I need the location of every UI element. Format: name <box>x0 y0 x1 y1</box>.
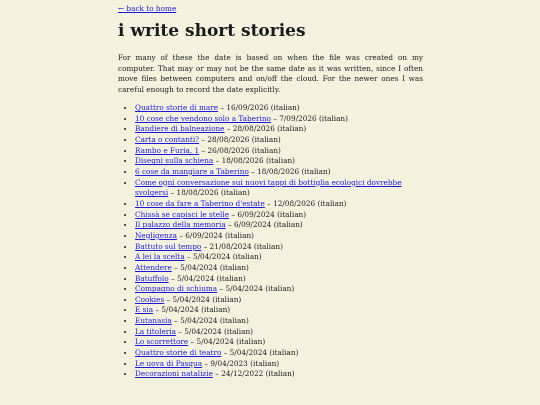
story-link[interactable]: 10 cose da fare a Taberino d'estate <box>135 198 265 208</box>
story-link[interactable]: Disegni sulla schiena <box>135 156 214 166</box>
story-link[interactable]: Lo scorrettore <box>135 337 189 347</box>
list-item <box>135 210 423 221</box>
story-link[interactable]: A lei la scelta <box>135 252 185 262</box>
story-date-language: – 6/09/2024 (italian) <box>229 209 307 219</box>
story-date-language: – 28/08/2026 (italian) <box>199 134 281 144</box>
list-item <box>135 167 423 178</box>
list-item <box>135 103 423 114</box>
list-item <box>135 327 423 338</box>
story-date-language: – 5/04/2024 (italian) <box>175 326 253 336</box>
list-item <box>135 369 423 380</box>
story-list <box>118 103 423 380</box>
story-date-language: – 12/08/2026 (italian) <box>264 198 347 208</box>
story-date-language: – 5/04/2024 (italian) <box>221 348 299 358</box>
list-item <box>135 305 423 316</box>
list-item <box>135 114 423 125</box>
story-date-language: – 6/09/2024 (italian) <box>176 230 254 240</box>
story-date-language: – 18/08/2026 (italian) <box>248 166 331 176</box>
list-item <box>135 348 423 359</box>
story-date-language: – 18/08/2026 (italian) <box>168 188 250 198</box>
story-link[interactable]: Negligenza <box>135 230 177 240</box>
story-link[interactable]: 10 cose che vendono solo a Taberino <box>135 113 271 123</box>
story-date-language: – 5/04/2024 (italian) <box>188 337 266 347</box>
page-title: i write short stories <box>118 21 306 41</box>
list-item <box>135 146 423 157</box>
story-date-language: – 5/04/2024 (italian) <box>217 284 295 294</box>
story-date-language: – 5/04/2024 (italian) <box>171 316 249 326</box>
story-link[interactable]: Battuto sul tempo <box>135 241 202 251</box>
story-date-language: – 28/08/2026 (italian) <box>224 124 307 134</box>
story-link[interactable]: Rambo e Furia, 1 <box>135 145 200 155</box>
list-item <box>135 274 423 285</box>
story-date-language: – 7/09/2026 (italian) <box>270 113 348 123</box>
story-link[interactable]: Chissà se capisci le stelle <box>135 209 230 219</box>
story-date-language: – 16/09/2026 (italian) <box>218 103 300 112</box>
back-to-home-link[interactable]: ← back to home <box>118 4 177 13</box>
story-date-language: – 5/04/2024 (italian) <box>171 262 249 272</box>
list-item <box>135 337 423 348</box>
story-link[interactable]: Bandiere di balneazione <box>135 124 225 134</box>
story-link[interactable]: Il palazzo della memoria <box>135 220 226 230</box>
story-date-language: – 9/04/2023 (italian) <box>202 358 280 368</box>
list-item <box>135 316 423 327</box>
story-date-language: – 26/08/2026 (italian) <box>199 145 281 155</box>
list-item <box>135 242 423 253</box>
list-item <box>135 284 423 295</box>
list-item <box>135 156 423 167</box>
list-item <box>135 124 423 135</box>
story-link[interactable]: Eutanasia <box>135 316 172 326</box>
list-item <box>135 359 423 370</box>
story-date-language: – 5/04/2024 (italian) <box>184 252 262 262</box>
list-item <box>135 295 423 306</box>
story-link[interactable]: Quattro storie di mare <box>135 103 219 112</box>
intro-paragraph: For many of these the date is based on when the file was created on my computer. That may or may not be the same date as it was written, since I often move files between computers and on/off the cloud. For the newer ones I was careful enough to record the date explicitly. <box>118 53 423 94</box>
story-link[interactable]: Come ogni conversazione sui nuovi tappi di bottiglia ecologici dovrebbe svolgersi <box>135 177 402 198</box>
list-item <box>135 199 423 210</box>
story-link[interactable]: Quattro storie di teatro <box>135 348 222 358</box>
story-date-language: – 18/08/2026 (italian) <box>213 156 295 166</box>
list-item <box>135 231 423 242</box>
story-link[interactable]: E sia <box>135 305 154 315</box>
list-item <box>135 220 423 231</box>
story-date-language: – 6/09/2024 (italian) <box>225 220 303 230</box>
story-link[interactable]: Carta o contanti? <box>135 134 200 144</box>
story-link[interactable]: Cookies <box>135 294 165 304</box>
story-link[interactable]: Le uova di Pasqua <box>135 358 203 368</box>
story-date-language: – 21/08/2024 (italian) <box>201 241 283 251</box>
list-item <box>135 263 423 274</box>
story-link[interactable]: La titoleria <box>135 326 176 336</box>
story-link[interactable]: Compagno di schiuma <box>135 284 218 294</box>
story-date-language: – 5/04/2024 (italian) <box>153 305 231 315</box>
story-link[interactable]: Attendere <box>135 262 172 272</box>
story-date-language: – 5/04/2024 (italian) <box>164 294 242 304</box>
story-link[interactable]: Batuffolo <box>135 273 169 283</box>
list-item <box>135 135 423 146</box>
story-link[interactable]: 6 cose da mangiare a Taberino <box>135 166 249 176</box>
story-date-language: – 5/04/2024 (italian) <box>168 273 246 283</box>
story-date-language: – 24/12/2022 (italian) <box>212 369 295 379</box>
list-item <box>135 178 423 199</box>
story-link[interactable]: Decorazioni natalizie <box>135 369 213 379</box>
list-item <box>135 252 423 263</box>
